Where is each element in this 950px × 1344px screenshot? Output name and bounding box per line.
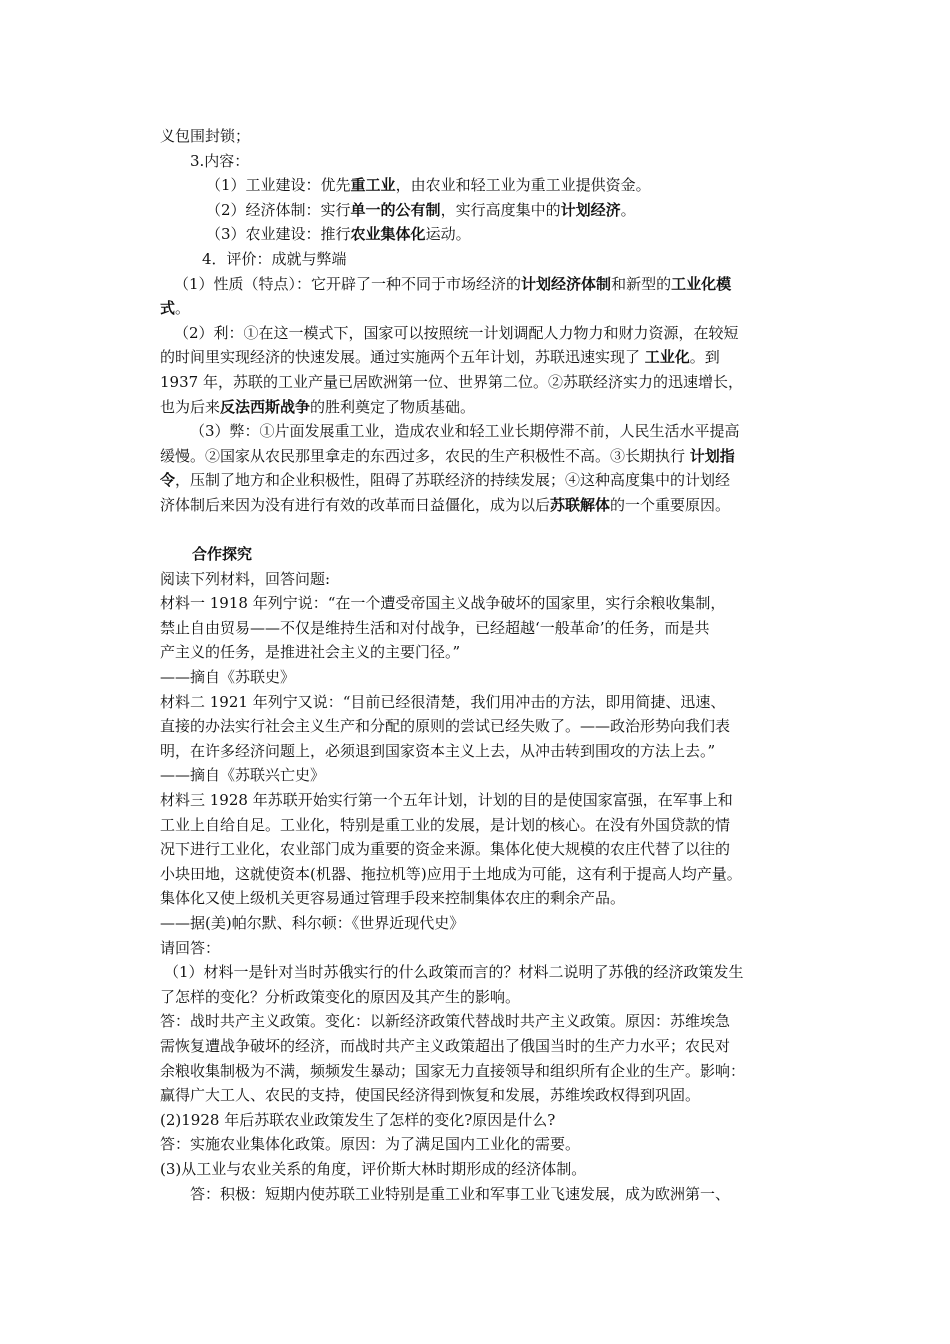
text-run: (2)1928 年后苏联农业政策发生了怎样的变化?原因是什么?: [160, 1110, 556, 1129]
text-run: ——摘自《苏联兴亡史》: [160, 766, 326, 785]
document-body: [160, 124, 810, 1206]
text-run: 需恢复遭战争破坏的经济，而战时共产主义政策超出了俄国当时的生产力水平；农民对: [160, 1036, 731, 1055]
text-line: [160, 321, 810, 346]
text-run: ，压制了地方和企业积极性，阻碍了苏联经济的持续发展；④这种高度集中的计划经: [175, 471, 731, 490]
text-run: （1）性质（特点）：它开辟了一种不同于市场经济的: [174, 274, 522, 293]
text-line: [160, 1009, 810, 1034]
text-line: [160, 1157, 810, 1182]
bold-term: 工业化: [644, 348, 690, 367]
text-run: 禁止自由贸易——不仅是维持生活和对付战争，已经超越‘一般革命’的任务，而是共: [160, 618, 710, 637]
bold-term: 苏联解体: [550, 495, 611, 514]
bold-term: 计划经济: [560, 200, 621, 219]
text-line: [160, 640, 810, 665]
text-line: [160, 616, 810, 641]
text-line: [160, 468, 810, 493]
text-line: [160, 1132, 810, 1157]
text-line: [160, 862, 810, 887]
bold-term: 计划经济体制: [521, 274, 612, 293]
text-run: 直接的办法实行社会主义生产和分配的原则的尝试已经失败了。——政治形势向我们表: [160, 717, 731, 736]
text-run: ——摘自《苏联史》: [160, 668, 296, 687]
bold-term: 重工业: [350, 176, 396, 195]
text-run: 答：战时共产主义政策。变化：以新经济政策代替战时共产主义政策。原因：苏维埃急: [160, 1012, 731, 1031]
text-line: [160, 567, 810, 592]
text-line: [160, 124, 810, 149]
text-run: (3)从工业与农业关系的角度，评价斯大林时期形成的经济体制。: [160, 1159, 587, 1178]
text-line: [160, 1059, 810, 1084]
text-run: 材料三 1928 年苏联开始实行第一个五年计划，计划的目的是使国家富强，在军事上和: [160, 791, 733, 810]
text-line: [160, 247, 810, 272]
bold-term: 计划指: [689, 446, 735, 465]
text-run: 答：积极：短期内使苏联工业特别是重工业和军事工业飞速发展，成为欧洲第一、: [190, 1184, 731, 1203]
text-run: （1）材料一是针对当时苏俄实行的什么政策而言的？材料二说明了苏俄的经济政策发生: [164, 963, 744, 982]
text-line: [160, 222, 810, 247]
text-line: [160, 395, 810, 420]
text-line: [160, 370, 810, 395]
text-run: 赢得广大工人、农民的支持，使国民经济得到恢复和发展，苏维埃政权得到巩固。: [160, 1086, 701, 1105]
bold-term: 反法西斯战争: [220, 397, 311, 416]
text-run: 合作探究: [192, 545, 253, 564]
text-line: [160, 444, 810, 469]
text-run: 的一个重要原因。: [610, 495, 731, 514]
text-run: 况下进行工业化，农业部门成为重要的资金来源。集体化使大规模的农庄代替了以往的: [160, 840, 731, 859]
text-line: [160, 1108, 810, 1133]
text-run: 答：实施农业集体化政策。原因：为了满足国内工业化的需要。: [160, 1135, 581, 1154]
text-run: 的时间里实现经济的快速发展。通过实施两个五年计划，苏联迅速实现了: [160, 348, 645, 367]
bold-term: 式: [160, 299, 176, 318]
text-run: 小块田地，这就使资本(机器、拖拉机等)应用于土地成为可能，这有利于提高人均产量。: [160, 864, 742, 883]
text-run: 济体制后来因为没有进行有效的改革而日益僵化，成为以后: [160, 495, 551, 514]
text-line: [160, 345, 810, 370]
text-run: 材料二 1921 年列宁又说：“目前已经很清楚，我们用冲击的方法，即用简捷、迅速、: [160, 692, 726, 711]
bold-term: 令: [160, 471, 176, 490]
text-line: [160, 1182, 810, 1207]
text-run: 集体化又使上级机关更容易通过管理手段来控制集体农庄的剩余产品。: [160, 889, 626, 908]
text-run: 4．评价：成就与弊端: [202, 249, 347, 268]
bold-term: 工业化模: [671, 274, 732, 293]
text-run: ，由农业和轻工业为重工业提供资金。: [395, 176, 651, 195]
text-run: 余粮收集制极为不满，频频发生暴动；国家无力直接领导和组织所有企业的生产。影响：: [160, 1061, 746, 1080]
text-run: 阅读下列材料，回答问题:: [160, 569, 331, 588]
text-line: [160, 960, 810, 985]
text-line: [160, 886, 810, 911]
text-run: 也为后来: [160, 397, 221, 416]
text-run: 。: [175, 299, 191, 318]
text-run: 运动。: [425, 225, 471, 244]
text-run: 缓慢。②国家从农民那里拿走的东西过多，农民的生产积极性不高。③长期执行: [160, 446, 690, 465]
section-heading: [160, 542, 810, 567]
text-run: （2）利：①在这一模式下，国家可以按照统一计划调配人力物力和财力资源，在较短: [174, 323, 739, 342]
text-run: 了怎样的变化？分析政策变化的原因及其产生的影响。: [160, 987, 521, 1006]
text-line: [160, 296, 810, 321]
text-line: [160, 813, 810, 838]
text-line: [160, 1034, 810, 1059]
bold-term: 农业集体化: [350, 225, 426, 244]
text-line: [160, 714, 810, 739]
text-line: [160, 272, 810, 297]
text-run: 1937 年，苏联的工业产量已居欧洲第一位、世界第二位。②苏联经济实力的迅速增长，: [160, 372, 743, 391]
text-run: 。: [620, 200, 636, 219]
blank-line: [160, 518, 810, 543]
text-run: ，实行高度集中的: [440, 200, 561, 219]
text-run: 工业上自给自足。工业化，特别是重工业的发展，是计划的核心。在没有外国贷款的情: [160, 815, 731, 834]
text-line: [160, 936, 810, 961]
bold-term: 单一的公有制: [350, 200, 441, 219]
text-run: （3）弊：①片面发展重工业，造成农业和轻工业长期停滞不前，人民生活水平提高: [190, 422, 740, 441]
text-run: ——据(美)帕尔默、科尔顿：《世界近现代史》: [160, 914, 465, 932]
text-run: （2）经济体制：实行: [206, 200, 351, 219]
text-run: （3）农业建设：推行: [206, 225, 351, 244]
text-line: [160, 788, 810, 813]
text-run: 3.内容：: [190, 151, 250, 170]
text-run: （1）工业建设：优先: [206, 176, 351, 195]
text-line: [160, 690, 810, 715]
text-line: [160, 173, 810, 198]
text-run: 义包围封锁；: [160, 127, 251, 145]
text-run: 材料一 1918 年列宁说：“在一个遭受帝国主义战争破坏的国家里，实行余粮收集制，: [160, 594, 726, 613]
text-line: [160, 665, 810, 690]
text-line: [160, 1083, 810, 1108]
text-line: [160, 837, 810, 862]
text-run: 明，在许多经济问题上，必须退到国家资本主义上去，从冲击转到围攻的方法上去。”: [160, 741, 716, 760]
text-line: [160, 985, 810, 1010]
text-run: 请回答：: [160, 938, 221, 957]
text-line: [160, 763, 810, 788]
text-run: 的胜利奠定了物质基础。: [310, 397, 476, 416]
text-line: [160, 591, 810, 616]
text-line: [160, 419, 810, 444]
text-run: 产主义的任务，是推进社会主义的主要门径。”: [160, 643, 461, 662]
text-line: [160, 493, 810, 518]
text-run: 。到: [689, 348, 720, 367]
text-line: [160, 198, 810, 223]
text-run: 和新型的: [611, 274, 672, 293]
text-line: [160, 739, 810, 764]
text-line: [160, 149, 810, 174]
text-line: [160, 911, 810, 936]
